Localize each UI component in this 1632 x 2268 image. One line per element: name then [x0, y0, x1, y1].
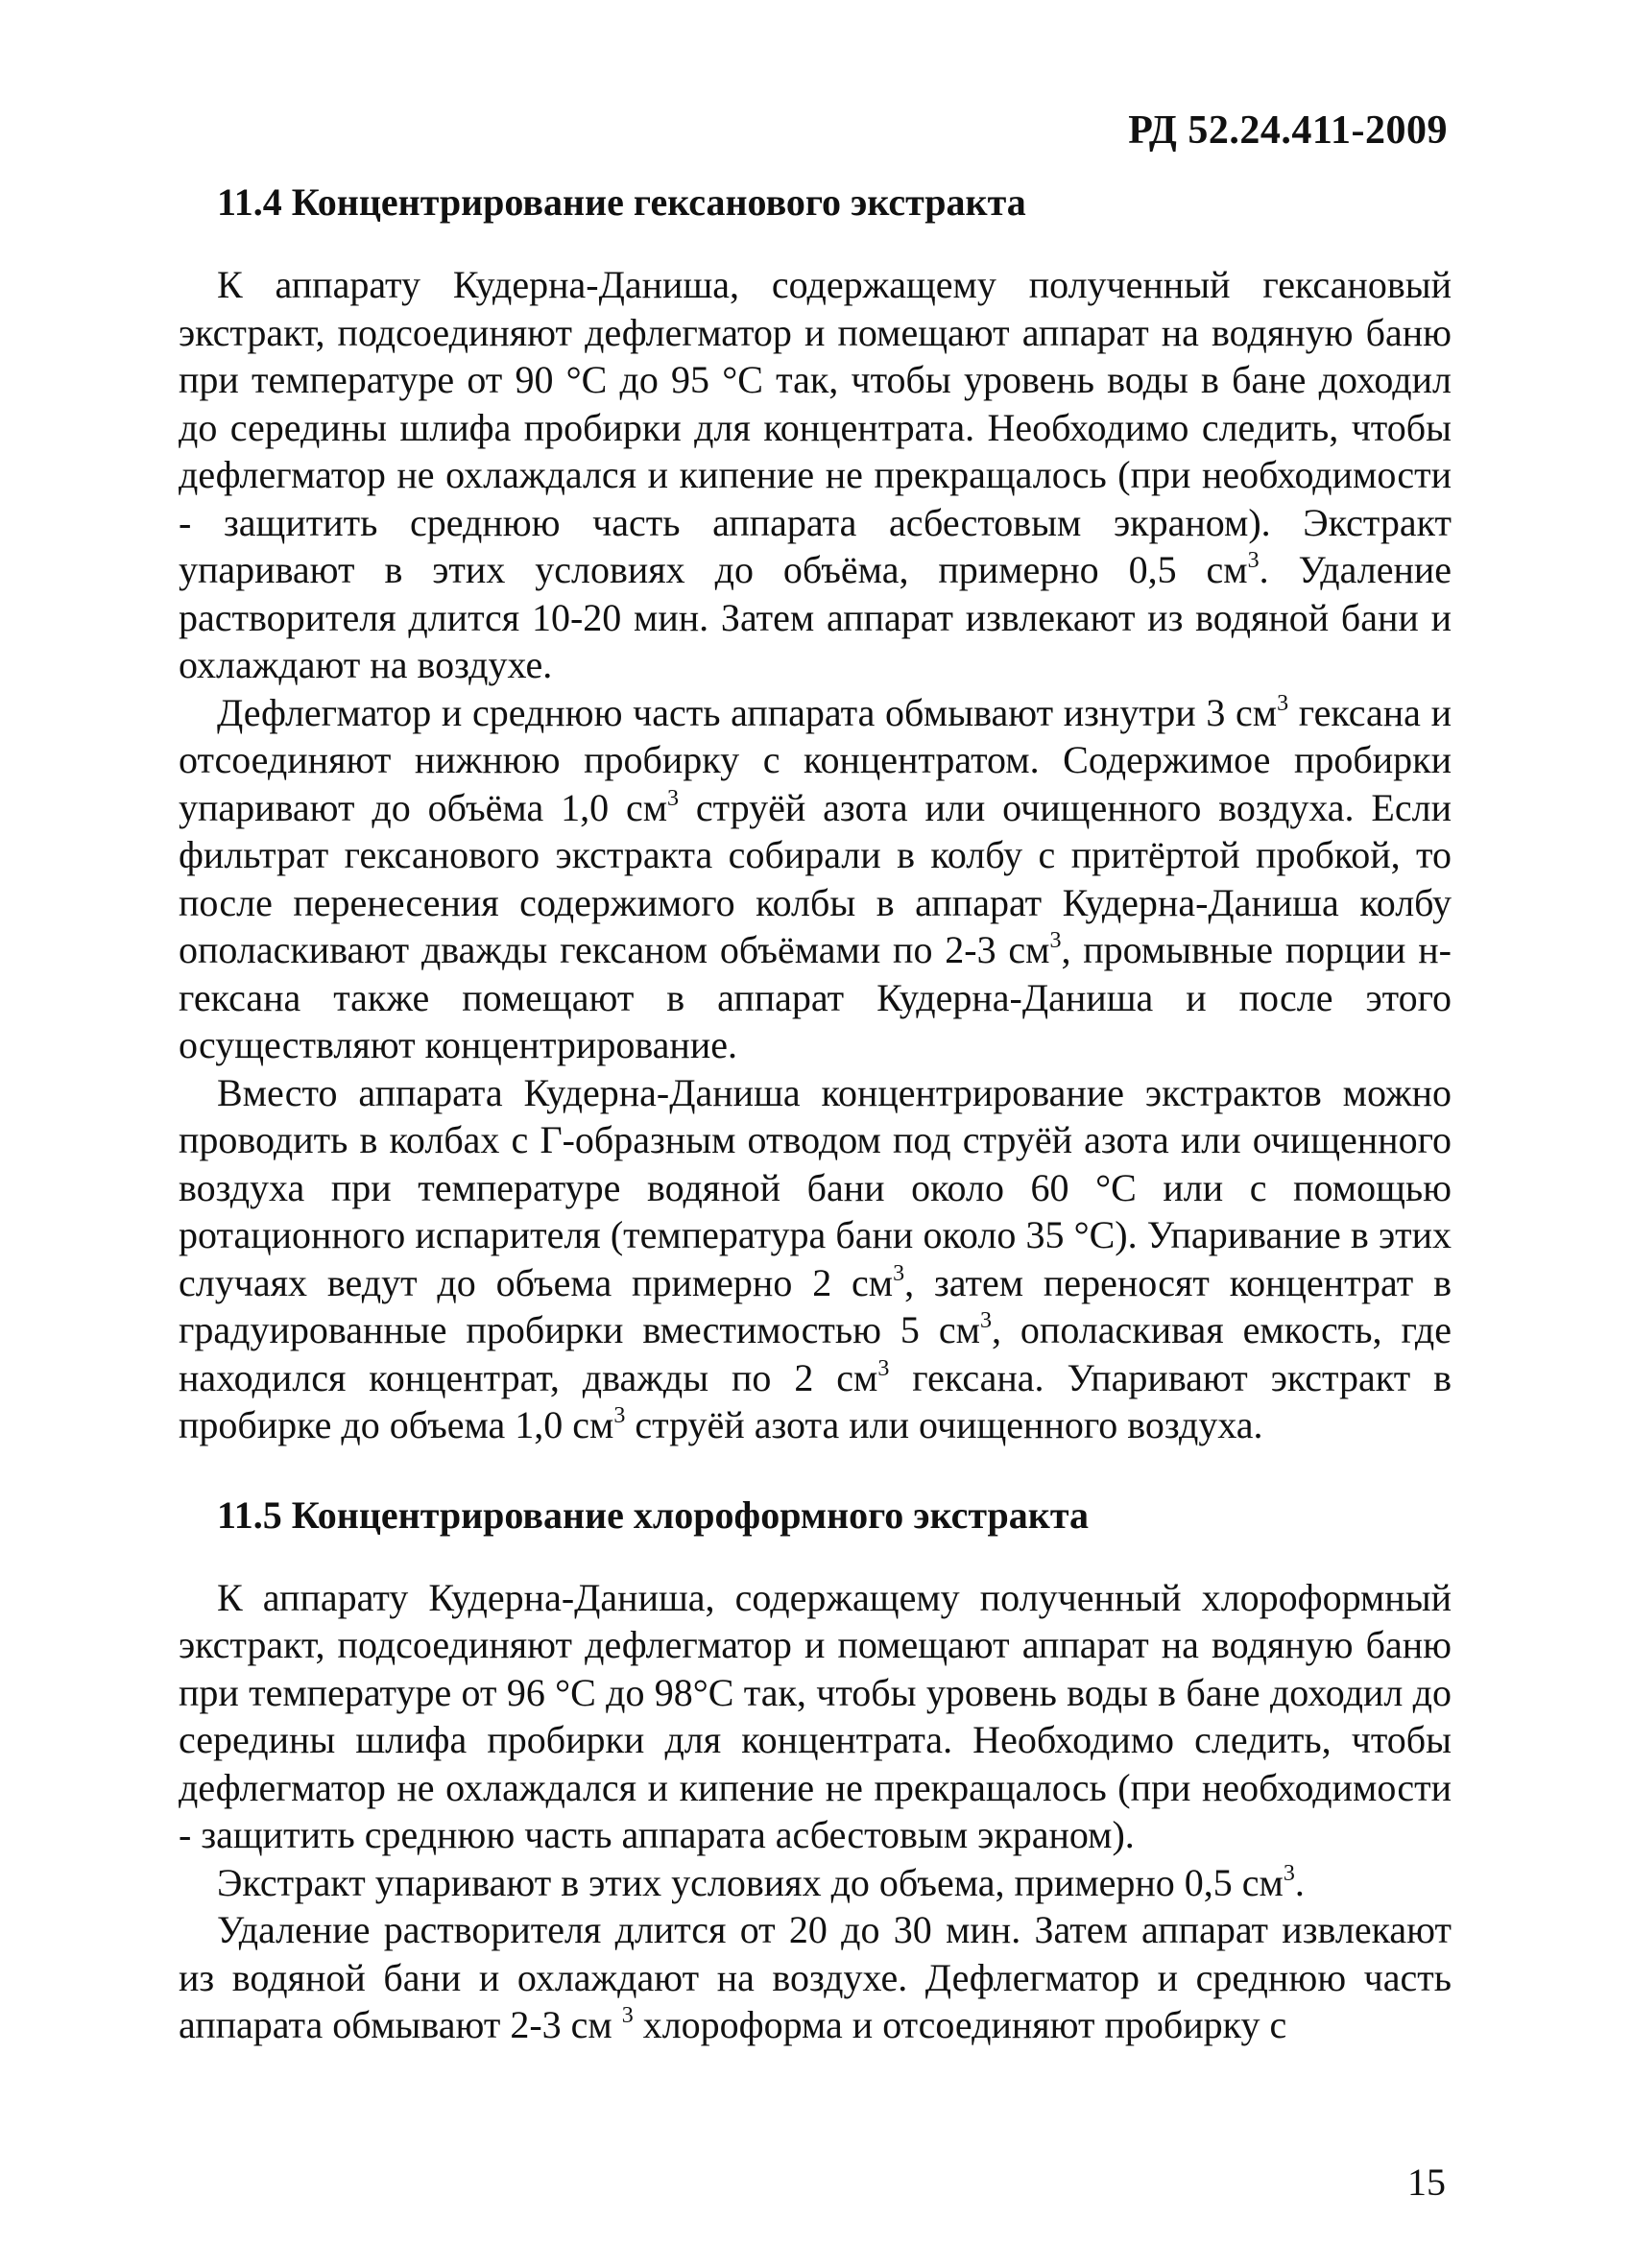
superscript: 3 — [1247, 548, 1260, 573]
paragraph-11-4-1 — [179, 261, 1452, 689]
text-run: струёй азота или очищенного воздуха. — [625, 1403, 1263, 1446]
text-run: гексана и отсоединяют нижнюю пробирку с концентратом. Содержимое пробирки упаривают до объёма 1,0 см — [179, 690, 1452, 829]
superscript: 3 — [667, 785, 680, 811]
superscript: 3 — [893, 1260, 905, 1286]
text-run: Вместо аппарата Кудерна-Даниша концентрирование экстрактов можно проводить в колбах с Г-образным отводом под струёй азота или очищенного воздуха при температуре водяной бани около 60 °С или с помощью ротационного испарителя (температура бани около 35 °С). Упаривание в этих случаях ведут до объема примерно 2 см — [179, 1070, 1452, 1304]
text-run: Дефлегматор и среднюю часть аппарата обмывают изнутри 3 см — [217, 690, 1278, 734]
text-run: струёй азота или очищенного воздуха. Если фильтрат гексанового экстракта собирали в колбу с притёртой пробкой, то после перенесения содержимого колбы в аппарат Кудерна-Даниша колбу ополаскивают дважды гексаном объёмами по 2-3 см — [179, 785, 1452, 971]
text-run: , затем переносят концентрат в градуированные пробирки вместимостью 5 см — [179, 1260, 1452, 1351]
document-code: РД 52.24.411-2009 — [1128, 108, 1448, 153]
text-run: . Удаление растворителя длится 10-20 мин. Затем аппарат извлекают из водяной бани и охлаждают на воздухе. — [179, 548, 1452, 686]
superscript: 3 — [979, 1308, 992, 1333]
text-run: . — [1294, 1860, 1305, 1904]
text-run: Экстракт упаривают в этих условиях до объема, примерно 0,5 см — [217, 1860, 1284, 1904]
section-heading-11-5: 11.5 Концентрирование хлороформного экстракта — [217, 1492, 1089, 1537]
superscript: 3 — [1049, 928, 1062, 953]
text-run: Удаление растворителя длится от 20 до 30 мин. Затем аппарат извлекают из водяной бани и охлаждают на воздухе. Дефлегматор и среднюю часть аппарата обмывают 2-3 см — [179, 1908, 1452, 2046]
superscript: 3 — [1283, 1860, 1295, 1886]
text-run: хлороформа и отсоединяют пробирку с — [633, 2003, 1287, 2046]
page-number: 15 — [1407, 2161, 1446, 2204]
page-content — [179, 179, 1452, 2049]
text-run: , ополаскивая емкость, где находился концентрат, дважды по 2 см — [179, 1308, 1452, 1399]
paragraph-11-4-3 — [179, 1069, 1452, 1449]
text-run: , промывные порции н-гексана также помещают в аппарат Кудерна-Даниша и после этого осуществляют концентрирование. — [179, 928, 1452, 1066]
paragraph-11-5-3 — [179, 1906, 1452, 2049]
superscript: 3 — [1277, 690, 1289, 716]
superscript: 3 — [877, 1355, 890, 1381]
paragraph-11-4-2 — [179, 689, 1452, 1069]
superscript: 3 — [613, 1403, 626, 1428]
section-heading-11-4: 11.4 Концентрирование гексанового экстракта — [217, 180, 1026, 224]
text-run: гексана. Упаривают экстракт в пробирке до объема 1,0 см — [179, 1355, 1452, 1446]
paragraph-11-5-2 — [179, 1859, 1452, 1907]
superscript: 3 — [621, 2003, 634, 2028]
paragraph-11-5-1: К аппарату Кудерна-Даниша, содержащему полученный хлороформный экстракт, подсоединяют дефлегматор и помещают аппарат на водяную баню при температуре от 96 °С до 98°С так, чтобы уровень воды в бане доходил до середины шлифа пробирки для концентрата. Необходимо следить, чтобы дефлегматор не охлаждался и кипение не прекращалось (при необходимости - защитить среднюю часть аппарата асбестовым экраном). — [179, 1575, 1452, 1856]
text-run: К аппарату Кудерна-Даниша, содержащему полученный гексановый экстракт, подсоединяют дефлегматор и помещают аппарат на водяную баню при температуре от 90 °С до 95 °С так, чтобы уровень воды в бане доходил до середины шлифа пробирки для концентрата. Необходимо следить, чтобы дефлегматор не охлаждался и кипение не прекращалось (при необходимости - защитить среднюю часть аппарата асбестовым экраном). Экстракт упаривают в этих условиях до объёма, примерно 0,5 см — [179, 263, 1452, 591]
